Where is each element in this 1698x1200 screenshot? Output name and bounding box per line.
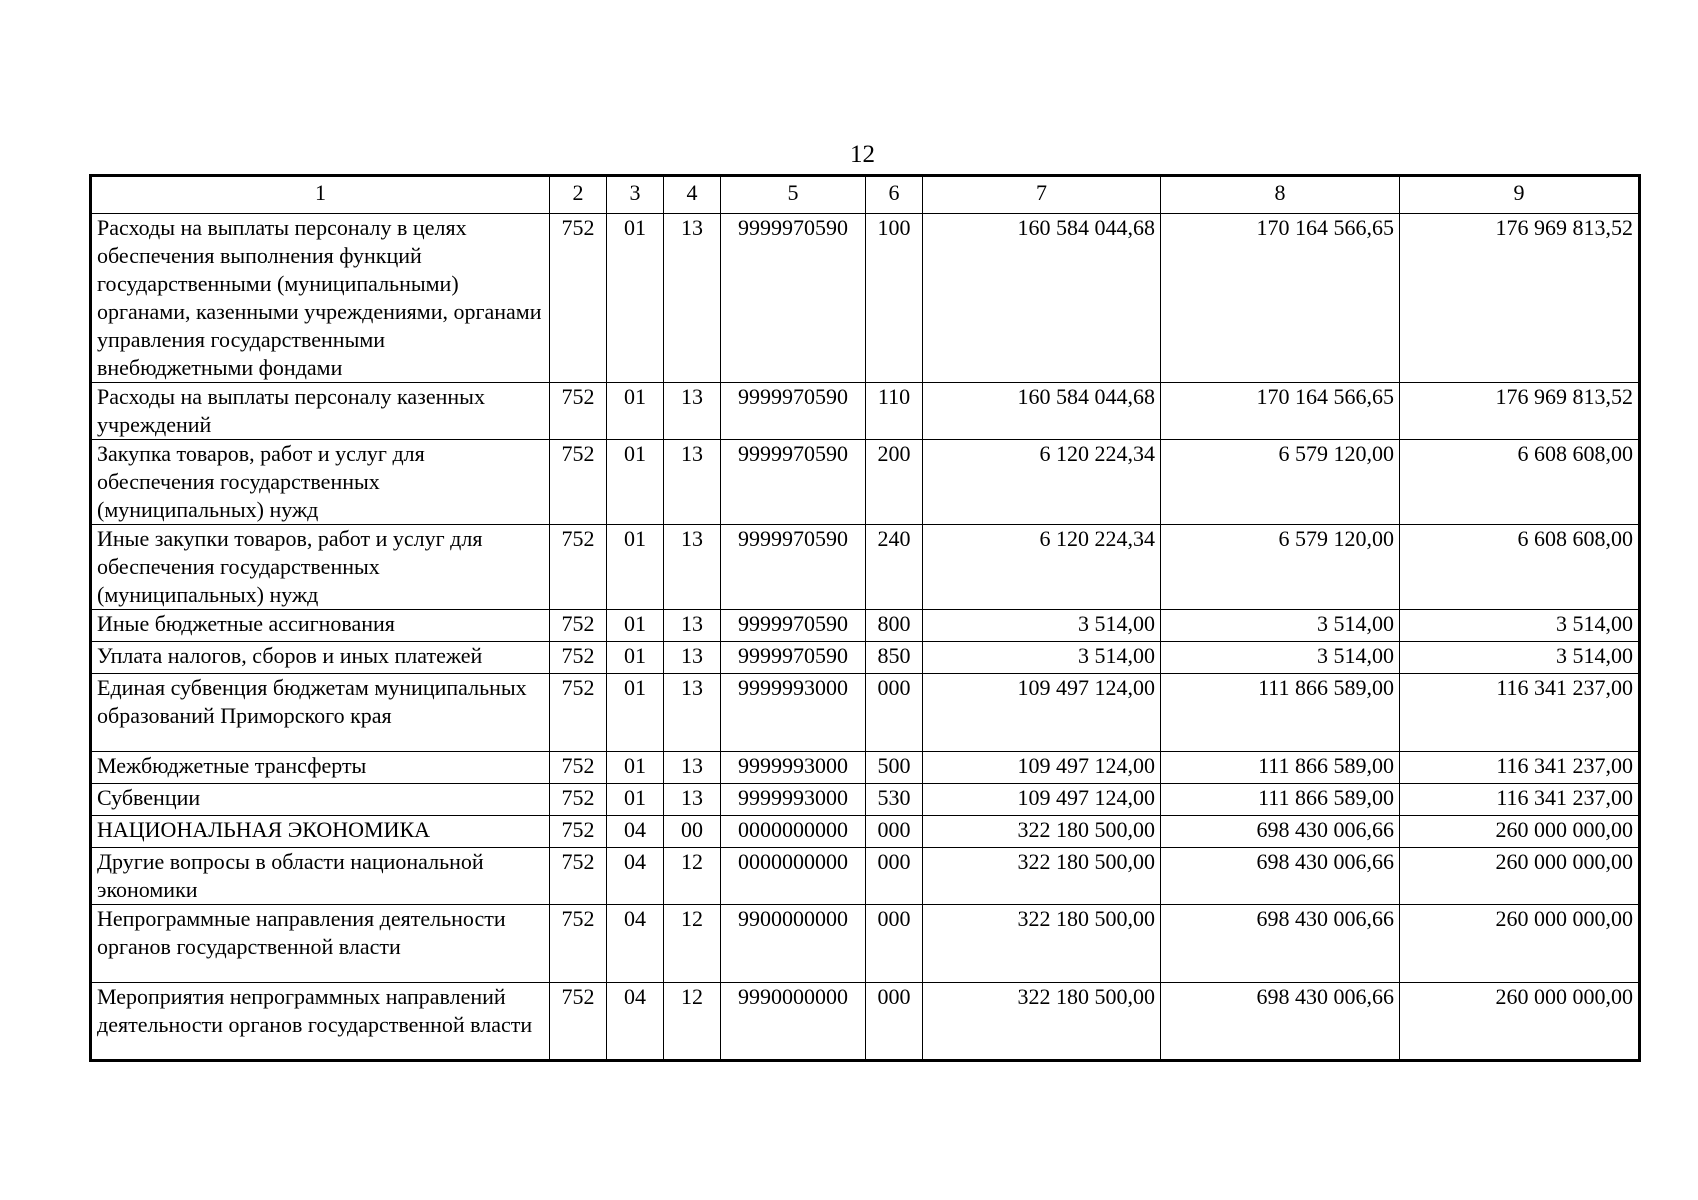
expense-type-cell: 500	[866, 752, 923, 784]
row-name-cell: Расходы на выплаты персоналу казенных учреждений	[91, 383, 550, 440]
subsection-cell: 13	[664, 674, 721, 752]
amount-cell-7: 3 514,00	[923, 642, 1161, 674]
amount-cell-9: 260 000 000,00	[1400, 983, 1640, 1061]
section-cell: 01	[607, 784, 664, 816]
amount-cell-9: 3 514,00	[1400, 642, 1640, 674]
target-article-cell: 0000000000	[721, 816, 866, 848]
target-article-cell: 0000000000	[721, 848, 866, 905]
amount-cell-7: 6 120 224,34	[923, 440, 1161, 525]
subsection-cell: 13	[664, 214, 721, 383]
amount-cell-7: 109 497 124,00	[923, 674, 1161, 752]
target-article-cell: 9999993000	[721, 784, 866, 816]
table-row	[91, 214, 1640, 383]
section-cell: 04	[607, 905, 664, 983]
target-article-cell: 9999970590	[721, 525, 866, 610]
column-header: 9	[1400, 176, 1640, 214]
amount-cell-7: 322 180 500,00	[923, 905, 1161, 983]
row-name-cell: НАЦИОНАЛЬНАЯ ЭКОНОМИКА	[91, 816, 550, 848]
amount-cell-8: 6 579 120,00	[1161, 440, 1400, 525]
amount-cell-8: 170 164 566,65	[1161, 214, 1400, 383]
code-cell: 752	[550, 610, 607, 642]
amount-cell-7: 160 584 044,68	[923, 214, 1161, 383]
amount-cell-8: 111 866 589,00	[1161, 784, 1400, 816]
table-row	[91, 383, 1640, 440]
row-name-cell: Субвенции	[91, 784, 550, 816]
row-name-cell: Другие вопросы в области национальной экономики	[91, 848, 550, 905]
column-header: 2	[550, 176, 607, 214]
subsection-cell: 13	[664, 642, 721, 674]
expense-type-cell: 530	[866, 784, 923, 816]
column-header: 3	[607, 176, 664, 214]
amount-cell-9: 116 341 237,00	[1400, 674, 1640, 752]
amount-cell-7: 3 514,00	[923, 610, 1161, 642]
expense-type-cell: 800	[866, 610, 923, 642]
table-row	[91, 848, 1640, 905]
amount-cell-9: 176 969 813,52	[1400, 383, 1640, 440]
code-cell: 752	[550, 383, 607, 440]
subsection-cell: 13	[664, 383, 721, 440]
expense-type-cell: 100	[866, 214, 923, 383]
code-cell: 752	[550, 642, 607, 674]
subsection-cell: 12	[664, 848, 721, 905]
amount-cell-8: 111 866 589,00	[1161, 752, 1400, 784]
amount-cell-8: 698 430 006,66	[1161, 905, 1400, 983]
row-name-cell: Иные бюджетные ассигнования	[91, 610, 550, 642]
row-name-cell: Иные закупки товаров, работ и услуг для обеспечения государственных (муниципальных) нужд	[91, 525, 550, 610]
amount-cell-8: 6 579 120,00	[1161, 525, 1400, 610]
header-row	[91, 176, 1640, 214]
section-cell: 01	[607, 383, 664, 440]
target-article-cell: 9999970590	[721, 214, 866, 383]
table-row	[91, 440, 1640, 525]
column-header: 1	[91, 176, 550, 214]
section-cell: 01	[607, 610, 664, 642]
subsection-cell: 13	[664, 784, 721, 816]
amount-cell-7: 322 180 500,00	[923, 816, 1161, 848]
target-article-cell: 9999993000	[721, 752, 866, 784]
code-cell: 752	[550, 674, 607, 752]
subsection-cell: 00	[664, 816, 721, 848]
column-header: 5	[721, 176, 866, 214]
amount-cell-9: 116 341 237,00	[1400, 784, 1640, 816]
amount-cell-8: 698 430 006,66	[1161, 848, 1400, 905]
section-cell: 01	[607, 752, 664, 784]
amount-cell-9: 176 969 813,52	[1400, 214, 1640, 383]
amount-cell-8: 698 430 006,66	[1161, 816, 1400, 848]
amount-cell-7: 109 497 124,00	[923, 784, 1161, 816]
amount-cell-9: 260 000 000,00	[1400, 905, 1640, 983]
table-row	[91, 816, 1640, 848]
expense-type-cell: 240	[866, 525, 923, 610]
expense-type-cell: 000	[866, 848, 923, 905]
amount-cell-8: 3 514,00	[1161, 642, 1400, 674]
column-header: 7	[923, 176, 1161, 214]
section-cell: 01	[607, 525, 664, 610]
table-row	[91, 642, 1640, 674]
amount-cell-9: 6 608 608,00	[1400, 525, 1640, 610]
amount-cell-9: 260 000 000,00	[1400, 816, 1640, 848]
expense-type-cell: 850	[866, 642, 923, 674]
table-row	[91, 983, 1640, 1061]
row-name-cell: Единая субвенция бюджетам муниципальных образований Приморского края	[91, 674, 550, 752]
table-row	[91, 784, 1640, 816]
target-article-cell: 9999970590	[721, 383, 866, 440]
code-cell: 752	[550, 905, 607, 983]
section-cell: 04	[607, 848, 664, 905]
section-cell: 01	[607, 674, 664, 752]
subsection-cell: 13	[664, 610, 721, 642]
expense-type-cell: 200	[866, 440, 923, 525]
expense-type-cell: 000	[866, 905, 923, 983]
subsection-cell: 12	[664, 983, 721, 1061]
table-row	[91, 525, 1640, 610]
section-cell: 01	[607, 440, 664, 525]
code-cell: 752	[550, 784, 607, 816]
amount-cell-8: 170 164 566,65	[1161, 383, 1400, 440]
row-name-cell: Межбюджетные трансферты	[91, 752, 550, 784]
amount-cell-7: 109 497 124,00	[923, 752, 1161, 784]
amount-cell-9: 260 000 000,00	[1400, 848, 1640, 905]
column-header: 6	[866, 176, 923, 214]
code-cell: 752	[550, 848, 607, 905]
table-row	[91, 610, 1640, 642]
table-row	[91, 905, 1640, 983]
section-cell: 01	[607, 214, 664, 383]
table-body	[91, 176, 1640, 1061]
amount-cell-7: 322 180 500,00	[923, 983, 1161, 1061]
amount-cell-8: 698 430 006,66	[1161, 983, 1400, 1061]
amount-cell-9: 116 341 237,00	[1400, 752, 1640, 784]
table-row	[91, 674, 1640, 752]
subsection-cell: 12	[664, 905, 721, 983]
column-header: 8	[1161, 176, 1400, 214]
amount-cell-8: 3 514,00	[1161, 610, 1400, 642]
budget-table	[89, 174, 1641, 1062]
subsection-cell: 13	[664, 752, 721, 784]
code-cell: 752	[550, 816, 607, 848]
amount-cell-7: 160 584 044,68	[923, 383, 1161, 440]
code-cell: 752	[550, 525, 607, 610]
expense-type-cell: 000	[866, 674, 923, 752]
code-cell: 752	[550, 752, 607, 784]
code-cell: 752	[550, 983, 607, 1061]
amount-cell-8: 111 866 589,00	[1161, 674, 1400, 752]
row-name-cell: Непрограммные направления деятельности органов государственной власти	[91, 905, 550, 983]
target-article-cell: 9999970590	[721, 610, 866, 642]
amount-cell-7: 6 120 224,34	[923, 525, 1161, 610]
amount-cell-9: 6 608 608,00	[1400, 440, 1640, 525]
table-row	[91, 752, 1640, 784]
code-cell: 752	[550, 214, 607, 383]
target-article-cell: 9999970590	[721, 642, 866, 674]
amount-cell-9: 3 514,00	[1400, 610, 1640, 642]
section-cell: 04	[607, 983, 664, 1061]
subsection-cell: 13	[664, 440, 721, 525]
row-name-cell: Мероприятия непрограммных направлений деятельности органов государственной власти	[91, 983, 550, 1061]
column-header: 4	[664, 176, 721, 214]
target-article-cell: 9900000000	[721, 905, 866, 983]
subsection-cell: 13	[664, 525, 721, 610]
target-article-cell: 9999970590	[721, 440, 866, 525]
amount-cell-7: 322 180 500,00	[923, 848, 1161, 905]
page-number: 12	[850, 141, 875, 168]
target-article-cell: 9999993000	[721, 674, 866, 752]
row-name-cell: Закупка товаров, работ и услуг для обеспечения государственных (муниципальных) нужд	[91, 440, 550, 525]
target-article-cell: 9990000000	[721, 983, 866, 1061]
code-cell: 752	[550, 440, 607, 525]
expense-type-cell: 000	[866, 983, 923, 1061]
expense-type-cell: 000	[866, 816, 923, 848]
section-cell: 04	[607, 816, 664, 848]
row-name-cell: Расходы на выплаты персоналу в целях обеспечения выполнения функций государственными (муниципальными) органами, казенными учреждениями, органами управления государственными внебюджетными фондами	[91, 214, 550, 383]
section-cell: 01	[607, 642, 664, 674]
row-name-cell: Уплата налогов, сборов и иных платежей	[91, 642, 550, 674]
expense-type-cell: 110	[866, 383, 923, 440]
